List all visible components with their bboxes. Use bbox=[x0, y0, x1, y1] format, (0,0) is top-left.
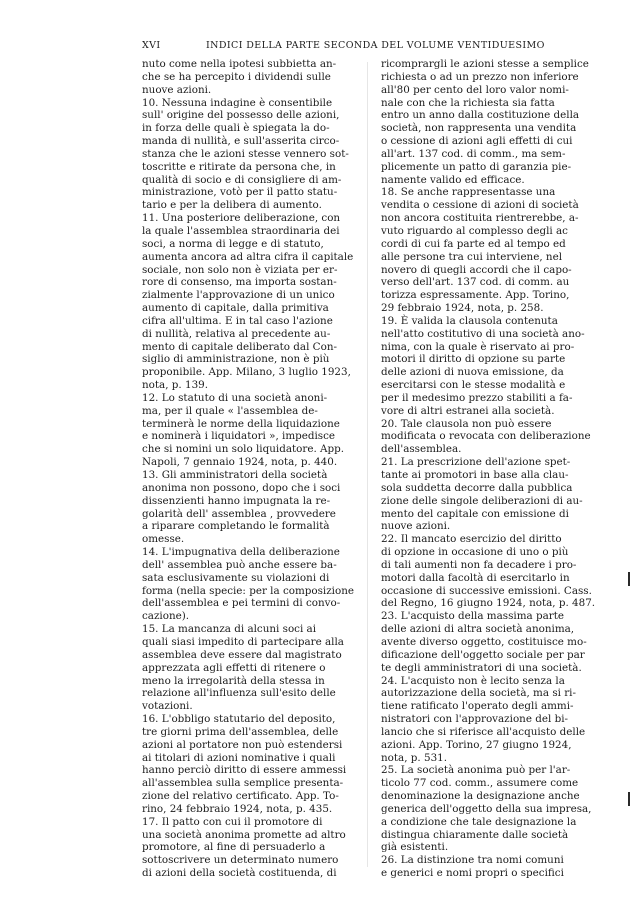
text-line: relazione all'influenza sull'esito delle bbox=[142, 687, 336, 700]
text-line: motori il diritto di opzione su parte bbox=[381, 353, 566, 366]
text-line: hanno perciò diritto di essere ammessi bbox=[142, 764, 347, 777]
text-line: all'80 per cento del loro valor nomi- bbox=[381, 83, 569, 96]
text-line: alle persone tra cui interviene, nel bbox=[381, 250, 563, 263]
text-line: tiene ratificato l'operato degli ammi- bbox=[381, 700, 574, 713]
text-line: cordi di cui fa parte ed al tempo ed bbox=[381, 237, 566, 250]
text-line: soci, a norma di legge e di statuto, bbox=[142, 237, 324, 250]
text-line: sociale, non solo non è viziata per er- bbox=[142, 263, 338, 276]
text-line: distingua chiaramente dalle società bbox=[381, 828, 569, 841]
text-line: del Regno, 16 giugno 1924, nota, p. 487. bbox=[381, 597, 596, 610]
text-line: plicemente un patto di garanzia pie- bbox=[381, 160, 572, 173]
text-line: cazione). bbox=[142, 610, 190, 623]
text-line: 15. La mancanza di alcuni soci ai bbox=[142, 623, 317, 636]
text-line: all'art. 137 cod. di comm., ma sem- bbox=[381, 147, 566, 160]
text-line: occasione di successive emissioni. Cass. bbox=[381, 584, 592, 597]
text-line: lancio che si riferisce all'acquisto delle bbox=[381, 725, 586, 738]
text-line: sola suddetta decorre dalla pubblica bbox=[381, 481, 573, 494]
text-line: 12. Lo statuto di una società anoni- bbox=[142, 391, 328, 404]
text-line: namente valido ed efficace. bbox=[381, 173, 525, 186]
text-line: ai titolari di azioni nominative i quali bbox=[142, 751, 336, 764]
text-line: sull' origine del possesso delle azioni, bbox=[142, 109, 340, 122]
text-line: 10. Nessuna indagine è consentibile bbox=[142, 96, 333, 109]
text-line: all'assemblea sulla semplice presenta- bbox=[142, 777, 344, 790]
text-line: 23. L'acquisto della massima parte bbox=[381, 610, 564, 623]
text-line: 25. La società anonima può per l'ar- bbox=[381, 764, 571, 777]
text-line: torizza espressamente. App. Torino, bbox=[381, 289, 570, 302]
text-line: cifra all'ultima. E in tal caso l'azione bbox=[142, 314, 333, 327]
text-line: zione delle singole deliberazioni di au- bbox=[381, 494, 583, 507]
text-line: 16. L'obbligo statutario del deposito, bbox=[142, 713, 336, 726]
text-line: modificata o revocata con deliberazione bbox=[381, 430, 591, 443]
text-line: 17. Il patto con cui il promotore di bbox=[142, 815, 323, 828]
text-line: entro un anno dalla costituzione della bbox=[381, 109, 580, 122]
text-line: mento del capitale con emissione di bbox=[381, 507, 569, 520]
text-line: proponibile. App. Milano, 3 luglio 1923, bbox=[142, 366, 351, 379]
text-line: terminerà le norme della liquidazione bbox=[142, 417, 340, 430]
text-line: siglio di amministrazione, non è più bbox=[142, 353, 330, 366]
text-line: vore di altri estranei alla società. bbox=[381, 404, 555, 417]
text-line: vuto riguardo al complesso degli ac bbox=[381, 224, 568, 237]
text-line: sottoscrivere un determinato numero bbox=[142, 854, 339, 867]
text-line: azioni. App. Torino, 27 giugno 1924, bbox=[381, 738, 572, 751]
text-line: forma (nella specie: per la composizione bbox=[142, 584, 355, 597]
text-line: di azioni della società costituenda, di bbox=[142, 867, 337, 878]
text-line: manda di nullità, e sull'asserita circo- bbox=[142, 135, 340, 148]
text-line: per il medesimo prezzo stabiliti a fa- bbox=[381, 391, 573, 404]
text-line: e nominerà i liquidatori », impedisce bbox=[142, 430, 336, 443]
text-line: delle azioni di nuova emissione, da bbox=[381, 366, 564, 379]
text-line: dell' assemblea può anche essere ba- bbox=[142, 558, 337, 571]
column-gutter bbox=[367, 62, 368, 867]
text-line: di tali aumenti non fa decadere i pro- bbox=[381, 558, 577, 571]
text-line: sata esclusivamente su violazioni di bbox=[142, 571, 330, 584]
text-line: nuove azioni. bbox=[381, 520, 451, 533]
text-line: ticolo 77 cod. comm., assumere come bbox=[381, 777, 579, 790]
text-line: zialmente l'approvazione di un unico bbox=[142, 289, 335, 302]
text-line: generica dell'oggetto della sua impresa, bbox=[381, 802, 592, 815]
text-line: omesse. bbox=[142, 533, 185, 546]
text-line: stanza che le azioni stesse vennero sot- bbox=[142, 147, 349, 160]
text-line: di opzione in occasione di uno o più bbox=[381, 546, 569, 559]
text-line: tante ai promotori in base alla clau- bbox=[381, 469, 569, 481]
text-line: vendita o cessione di azioni di società bbox=[381, 199, 579, 212]
text-line: dissenzienti hanno impugnata la re- bbox=[142, 494, 331, 507]
text-line: nell'atto costitutivo di una società ano- bbox=[381, 327, 585, 340]
text-line: te degli amministratori di una società. bbox=[381, 661, 582, 674]
text-line: anonima non possono, dopo che i soci bbox=[142, 481, 341, 494]
text-line: nima, con la quale è riservato ai pro- bbox=[381, 340, 575, 353]
text-line: Napoli, 7 gennaio 1924, nota, p. 440. bbox=[142, 456, 338, 469]
text-line: quali siasi impedito di partecipare alla bbox=[142, 635, 344, 648]
text-line: società, non rappresenta una vendita bbox=[381, 122, 577, 135]
text-line: esercitarsi con le stesse modalità e bbox=[381, 379, 566, 392]
text-line: che si nomini un solo liquidatore. App. bbox=[142, 443, 345, 456]
text-line: 13. Gli amministratori della società bbox=[142, 469, 328, 481]
text-line: di nullità, relativa al precedente au- bbox=[142, 327, 331, 340]
text-line: delle azioni di altra società anonima, bbox=[381, 623, 575, 636]
text-line: ricomprargli le azioni stesse a semplice bbox=[381, 58, 589, 70]
text-line: la quale l'assemblea straordinaria dei bbox=[142, 224, 340, 237]
text-line: tario e per la delibera di aumento. bbox=[142, 199, 322, 212]
text-line: 21. La prescrizione dell'azione spet- bbox=[381, 456, 571, 469]
page-edge-mark bbox=[628, 792, 630, 806]
text-line: nuove azioni. bbox=[142, 83, 212, 96]
text-line: 14. L'impugnativa della deliberazione bbox=[142, 546, 340, 559]
text-line: nale con che la richiesta sia fatta bbox=[381, 96, 555, 109]
text-line: richiesta o ad un prezzo non inferiore bbox=[381, 70, 579, 83]
text-line: 20. Tale clausola non può essere bbox=[381, 417, 552, 430]
text-line: aumento di capitale, dalla primitiva bbox=[142, 302, 329, 315]
text-line: rore di consenso, ma importa sostan- bbox=[142, 276, 337, 289]
text-line: 29 febbraio 1924, nota, p. 258. bbox=[381, 302, 544, 315]
text-line: 11. Una posteriore deliberazione, con bbox=[142, 212, 341, 225]
text-line: o cessione di azioni agli effetti di cui bbox=[381, 135, 573, 148]
text-line: ministrazione, votò per il patto statu- bbox=[142, 186, 338, 199]
text-line: a condizione che tale designazione la bbox=[381, 815, 577, 828]
text-line: ma, per il quale « l'assemblea de- bbox=[142, 404, 318, 417]
text-line: apprezzata agli effetti di ritenere o bbox=[142, 661, 326, 674]
page-edge-mark bbox=[628, 572, 630, 586]
text-line: dificazione dell'oggetto sociale per par bbox=[381, 648, 585, 661]
text-line: aumenta ancora ad altra cifra il capitale bbox=[142, 250, 354, 263]
text-line: tre giorni prima dell'assemblea, delle bbox=[142, 725, 339, 738]
text-line: denominazione la designazione anche bbox=[381, 790, 580, 803]
text-line: rino, 24 febbraio 1924, nota, p. 435. bbox=[142, 802, 333, 815]
text-line: dell'assemblea. bbox=[381, 443, 462, 456]
text-line: verso dell'art. 137 cod. di comm. au bbox=[381, 276, 570, 289]
text-line: zione del relativo certificato. App. To- bbox=[142, 790, 339, 803]
text-line: golarità dell' assemblea , provvedere bbox=[142, 507, 336, 520]
text-line: azioni al portatore non può estendersi bbox=[142, 738, 343, 751]
text-line: nota, p. 139. bbox=[142, 379, 209, 392]
page-number: XVI bbox=[142, 40, 161, 51]
text-line: meno la irregolarità della stessa in bbox=[142, 674, 325, 687]
running-header bbox=[120, 40, 606, 54]
text-line: motori dalla facoltà di esercitarlo in bbox=[381, 571, 570, 584]
text-line: dell'assemblea e pei termini di convo- bbox=[142, 597, 341, 610]
text-line: una società anonima promette ad altro bbox=[142, 828, 346, 841]
text-line: in forza delle quali è spiegata la do- bbox=[142, 122, 330, 135]
text-line: autorizzazione della società, ma si ri- bbox=[381, 687, 576, 700]
text-line: già esistenti. bbox=[381, 841, 449, 854]
text-line: e generici e nomi propri o specifici bbox=[381, 867, 564, 878]
text-line: mento di capitale deliberato dal Con- bbox=[142, 340, 337, 353]
text-line: che se ha percepito i dividendi sulle bbox=[142, 70, 331, 83]
text-line: qualità di socio e di consigliere di am- bbox=[142, 173, 342, 186]
text-line: a riparare completando le formalità bbox=[142, 520, 330, 533]
text-line: votazioni. bbox=[142, 700, 193, 713]
text-line: novero di quegli accordi che il capo- bbox=[381, 263, 572, 276]
text-line: nota, p. 531. bbox=[381, 751, 448, 764]
text-line: promotore, al fine di persuaderlo a bbox=[142, 841, 326, 854]
text-line: assemblea deve essere dal magistrato bbox=[142, 648, 342, 661]
text-line: toscritte e ritirate da persona che, in bbox=[142, 160, 336, 173]
text-line: 18. Se anche rappresentasse una bbox=[381, 186, 556, 199]
text-line: avente diverso oggetto, costituisce mo- bbox=[381, 635, 587, 648]
text-line: non ancora costituita rientrerebbe, a- bbox=[381, 212, 579, 225]
text-line: nuto come nella ipotesi subbietta an- bbox=[142, 58, 337, 70]
running-title: INDICI DELLA PARTE SECONDA DEL VOLUME VENTIDUESIMO bbox=[206, 40, 545, 51]
left-column bbox=[142, 58, 364, 878]
right-column bbox=[381, 58, 603, 878]
text-line: nistratori con l'approvazione del bi- bbox=[381, 713, 569, 726]
text-line: 24. L'acquisto non è lecito senza la bbox=[381, 674, 565, 687]
text-line: 22. Il mancato esercizio del diritto bbox=[381, 533, 562, 546]
text-line: 19. È valida la clausola contenuta bbox=[381, 314, 558, 327]
text-line: 26. La distinzione tra nomi comuni bbox=[381, 854, 564, 867]
